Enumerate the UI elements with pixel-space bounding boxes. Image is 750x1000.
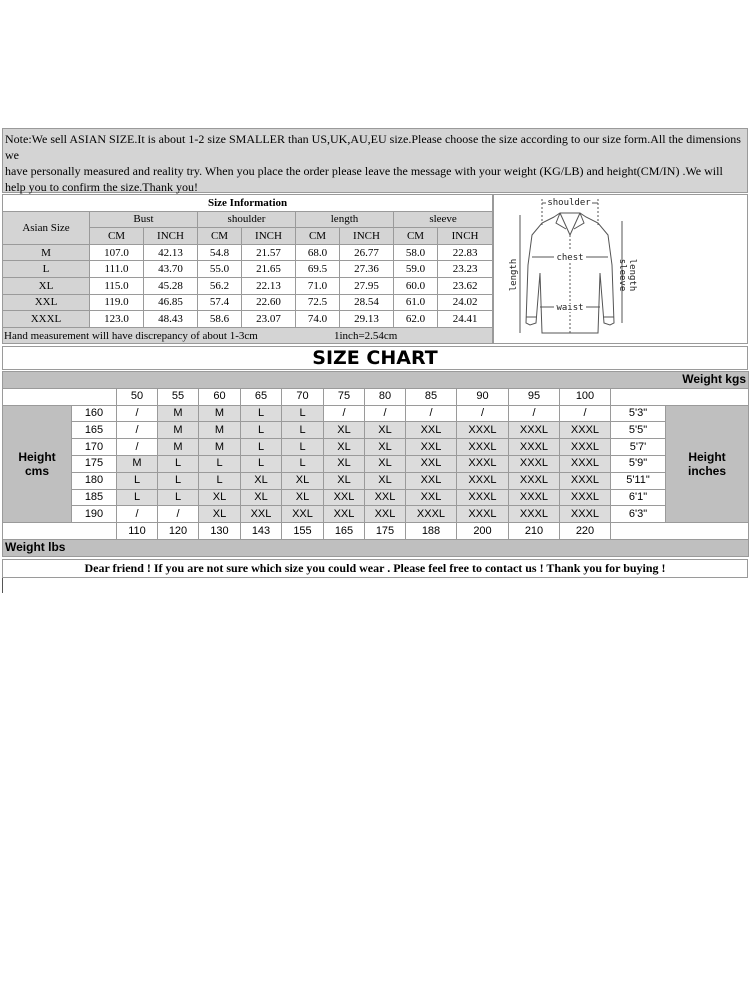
size-value: 62.0 [394, 311, 438, 328]
size-value: 43.70 [144, 261, 198, 278]
size-value: 46.85 [144, 294, 198, 311]
weight-kg-value: 65 [241, 388, 282, 405]
size-value: 24.41 [438, 311, 493, 328]
size-cell: L [282, 439, 324, 456]
size-cell: / [117, 439, 158, 456]
size-label: XXL [3, 294, 90, 311]
unit-header: INCH [144, 228, 198, 245]
size-cell: L [158, 455, 199, 472]
size-cell: XXL [324, 489, 365, 506]
size-value: 21.65 [242, 261, 296, 278]
size-value: 59.0 [394, 261, 438, 278]
group-header-3: sleeve [394, 211, 493, 228]
size-cell: XXXL [560, 422, 611, 439]
height-inch-value: 5'3" [611, 405, 666, 422]
weight-kg-value: 90 [457, 388, 509, 405]
weight-lbs-label: Weight lbs [3, 539, 749, 556]
height-cms-unit: cms [24, 463, 50, 478]
diagram-waist-label: waist [556, 303, 584, 313]
size-value: 71.0 [296, 277, 340, 294]
size-cell: / [509, 405, 560, 422]
size-cell: / [560, 405, 611, 422]
size-value: 45.28 [144, 277, 198, 294]
size-value: 48.43 [144, 311, 198, 328]
weight-lb-value: 130 [199, 523, 241, 540]
weight-lb-value: 220 [560, 523, 611, 540]
size-value: 22.83 [438, 244, 493, 261]
unit-header: CM [198, 228, 242, 245]
size-cell: XXXL [406, 506, 457, 523]
weight-kg-value: 100 [560, 388, 611, 405]
size-cell: XXL [324, 506, 365, 523]
corner-cell [3, 388, 117, 405]
size-cell: XXXL [560, 439, 611, 456]
size-cell: XL [324, 472, 365, 489]
weight-kgs-label: Weight kgs [3, 372, 749, 389]
size-cell: / [158, 506, 199, 523]
weight-lb-value: 155 [282, 523, 324, 540]
size-cell: L [117, 489, 158, 506]
height-inches-word: Height [688, 449, 726, 464]
edge-mark [2, 578, 3, 593]
size-cell: XXL [365, 506, 406, 523]
size-chart-title: SIZE CHART [2, 346, 748, 370]
size-cell: / [324, 405, 365, 422]
size-value: 61.0 [394, 294, 438, 311]
size-value: 55.0 [198, 261, 242, 278]
weight-kg-value: 85 [406, 388, 457, 405]
height-cm-value: 170 [72, 439, 117, 456]
weight-kg-value: 80 [365, 388, 406, 405]
height-row [3, 489, 749, 506]
unit-header: INCH [242, 228, 296, 245]
size-row [3, 311, 493, 328]
height-inches-unit: inches [687, 463, 726, 478]
size-value: 111.0 [90, 261, 144, 278]
size-information-title: Size Information [3, 195, 493, 212]
height-row [3, 405, 749, 422]
size-cell: XXXL [560, 489, 611, 506]
size-cell: XXL [406, 439, 457, 456]
size-value: 28.54 [340, 294, 394, 311]
size-cell: XL [324, 439, 365, 456]
height-cm-value: 160 [72, 405, 117, 422]
height-inch-value: 5'11" [611, 472, 666, 489]
group-header-2: length [296, 211, 394, 228]
weight-lb-value: 175 [365, 523, 406, 540]
weight-lb-value: 165 [324, 523, 365, 540]
size-cell: / [117, 422, 158, 439]
corner-cell [3, 523, 117, 540]
size-row [3, 261, 493, 278]
weight-lb-value: 188 [406, 523, 457, 540]
size-cell: XXL [406, 422, 457, 439]
size-label: XXXL [3, 311, 90, 328]
size-cell: / [117, 506, 158, 523]
size-cell: XXXL [457, 472, 509, 489]
height-row [3, 439, 749, 456]
group-header-1: shoulder [198, 211, 296, 228]
height-row [3, 472, 749, 489]
size-cell: L [241, 455, 282, 472]
size-cell: XXXL [457, 439, 509, 456]
size-information-footnote [3, 327, 493, 344]
size-cell: XL [282, 489, 324, 506]
size-value: 27.95 [340, 277, 394, 294]
size-cell: XXXL [457, 422, 509, 439]
size-cell: L [241, 439, 282, 456]
diagram-sleeve-label: sleeve [617, 258, 627, 292]
size-chart-table [2, 371, 749, 557]
weight-lb-value: 200 [457, 523, 509, 540]
size-cell: XXXL [457, 506, 509, 523]
size-cell: XXXL [457, 455, 509, 472]
size-cell: L [241, 405, 282, 422]
contact-message: Dear friend ! If you are not sure which size you could wear . Please feel free to contact us ! Thank you for buying ! [2, 559, 748, 578]
size-row [3, 244, 493, 261]
weight-lb-value: 143 [241, 523, 282, 540]
size-cell: M [199, 439, 241, 456]
weight-lb-value: 210 [509, 523, 560, 540]
diagram-length-label: length [509, 258, 519, 292]
note-line-1: Note:We sell ASIAN SIZE.It is about 1-2 size SMALLER than US,UK,AU,EU size.Please choose the size according to our size form.All the dimensions we [5, 132, 741, 162]
asian-size-header: Asian Size [3, 211, 90, 244]
height-inch-value: 6'1" [611, 489, 666, 506]
height-cms-word: Height [18, 449, 56, 464]
size-cell: XL [241, 489, 282, 506]
size-cell: M [158, 439, 199, 456]
size-cell: L [158, 472, 199, 489]
size-cell: XL [365, 455, 406, 472]
corner-cell [611, 388, 749, 405]
weight-kg-value: 55 [158, 388, 199, 405]
size-cell: M [158, 422, 199, 439]
size-cell: XXL [241, 506, 282, 523]
size-cell: XXL [365, 489, 406, 506]
size-cell: L [282, 405, 324, 422]
weight-kg-value: 50 [117, 388, 158, 405]
size-cell: XXXL [509, 506, 560, 523]
weight-kg-value: 60 [199, 388, 241, 405]
shirt-outline-icon [494, 195, 747, 343]
size-cell: XL [241, 472, 282, 489]
height-inch-value: 6'3" [611, 506, 666, 523]
size-value: 74.0 [296, 311, 340, 328]
size-label: M [3, 244, 90, 261]
size-value: 21.57 [242, 244, 296, 261]
size-cell: XXXL [509, 489, 560, 506]
weight-lb-value: 110 [117, 523, 158, 540]
height-inches-label [666, 405, 749, 523]
measurement-footnote: Hand measurement will have discrepancy of about 1-3cm [4, 329, 258, 342]
weight-kg-value: 70 [282, 388, 324, 405]
size-value: 68.0 [296, 244, 340, 261]
height-cm-value: 165 [72, 422, 117, 439]
size-label: XL [3, 277, 90, 294]
size-cell: XXXL [560, 455, 611, 472]
size-cell: XXXL [509, 422, 560, 439]
height-inch-value: 5'7' [611, 439, 666, 456]
diagram-chest-label: chest [556, 253, 584, 263]
size-cell: XXL [406, 455, 457, 472]
size-cell: XL [324, 422, 365, 439]
size-cell: L [117, 472, 158, 489]
height-cm-value: 175 [72, 455, 117, 472]
size-value: 54.8 [198, 244, 242, 261]
size-value: 58.0 [394, 244, 438, 261]
size-value: 56.2 [198, 277, 242, 294]
size-cell: XXXL [509, 439, 560, 456]
weight-lb-value: 120 [158, 523, 199, 540]
size-value: 23.62 [438, 277, 493, 294]
height-row [3, 455, 749, 472]
size-cell: L [158, 489, 199, 506]
size-cell: / [117, 405, 158, 422]
height-cm-value: 180 [72, 472, 117, 489]
height-cms-label [3, 405, 72, 523]
size-value: 22.60 [242, 294, 296, 311]
size-cell: M [117, 455, 158, 472]
height-inch-value: 5'9" [611, 455, 666, 472]
size-cell: XXXL [560, 472, 611, 489]
size-cell: M [158, 405, 199, 422]
unit-header: INCH [340, 228, 394, 245]
size-cell: L [241, 422, 282, 439]
size-cell: L [199, 455, 241, 472]
inch-conversion: 1inch=2.54cm [334, 329, 398, 342]
size-cell: L [282, 455, 324, 472]
size-value: 60.0 [394, 277, 438, 294]
size-cell: XXXL [509, 455, 560, 472]
size-value: 72.5 [296, 294, 340, 311]
weight-kg-value: 95 [509, 388, 560, 405]
size-value: 115.0 [90, 277, 144, 294]
size-cell: XXXL [509, 472, 560, 489]
corner-cell [611, 523, 749, 540]
size-value: 23.23 [438, 261, 493, 278]
size-cell: XXXL [457, 489, 509, 506]
size-cell: XL [199, 489, 241, 506]
size-label: L [3, 261, 90, 278]
size-cell: XXL [406, 489, 457, 506]
group-header-0: Bust [90, 211, 198, 228]
size-value: 23.07 [242, 311, 296, 328]
height-row [3, 506, 749, 523]
size-value: 24.02 [438, 294, 493, 311]
size-row [3, 277, 493, 294]
size-cell: / [457, 405, 509, 422]
size-cell: XL [199, 506, 241, 523]
diagram-sleeve-length-label: length [627, 258, 637, 292]
diagram-shoulder-label: shoulder [547, 198, 591, 208]
size-cell: XL [282, 472, 324, 489]
note-line-2: have personally measured and reality try. When you place the order please leave the message with your weight (KG/LB) and height(CM/IN) .We will help you to confirm the size.Thank you! [5, 164, 723, 194]
unit-header: CM [296, 228, 340, 245]
unit-header: CM [394, 228, 438, 245]
size-row [3, 294, 493, 311]
size-cell: M [199, 405, 241, 422]
size-value: 42.13 [144, 244, 198, 261]
height-cm-value: 185 [72, 489, 117, 506]
size-value: 57.4 [198, 294, 242, 311]
shirt-diagram [493, 194, 748, 344]
size-value: 22.13 [242, 277, 296, 294]
size-cell: / [365, 405, 406, 422]
size-value: 107.0 [90, 244, 144, 261]
size-value: 58.6 [198, 311, 242, 328]
size-cell: L [282, 422, 324, 439]
size-cell: XXL [282, 506, 324, 523]
size-note [2, 128, 748, 193]
size-value: 27.36 [340, 261, 394, 278]
size-cell: XL [365, 472, 406, 489]
size-value: 69.5 [296, 261, 340, 278]
size-cell: XL [365, 422, 406, 439]
size-cell: M [199, 422, 241, 439]
size-cell: XL [324, 455, 365, 472]
size-information-table [2, 194, 493, 344]
size-value: 123.0 [90, 311, 144, 328]
size-cell: XXL [406, 472, 457, 489]
size-cell: XL [365, 439, 406, 456]
size-cell: L [199, 472, 241, 489]
size-cell: / [406, 405, 457, 422]
unit-header: CM [90, 228, 144, 245]
height-row [3, 422, 749, 439]
unit-header: INCH [438, 228, 493, 245]
height-cm-value: 190 [72, 506, 117, 523]
size-value: 29.13 [340, 311, 394, 328]
size-value: 26.77 [340, 244, 394, 261]
weight-kg-value: 75 [324, 388, 365, 405]
size-cell: XXXL [560, 506, 611, 523]
size-value: 119.0 [90, 294, 144, 311]
height-inch-value: 5'5" [611, 422, 666, 439]
